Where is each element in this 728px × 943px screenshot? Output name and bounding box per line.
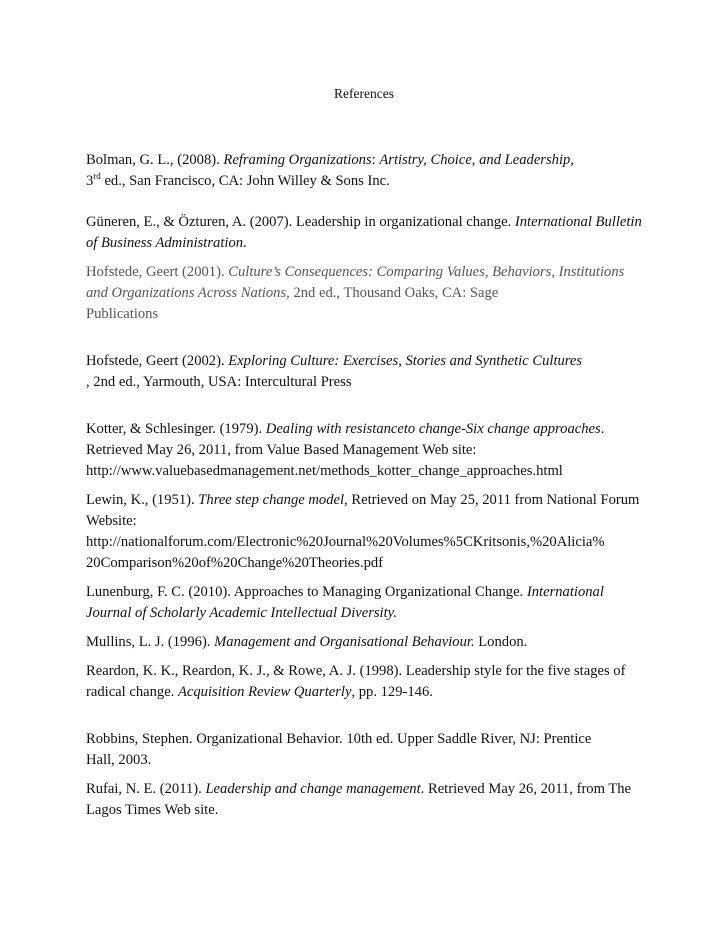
text: Hofstede, Geert (2002). [86, 353, 229, 369]
text: Lewin, K., (1951). [86, 492, 199, 508]
text: London. [474, 634, 528, 650]
journal-title: International [526, 584, 604, 600]
reference-line: Reardon, K. K., Reardon, K. J., & Rowe, A. J. (1998). Leadership style for the five stages of [86, 663, 626, 679]
reference-robbins [86, 729, 686, 771]
article-title: Three step change model, [198, 492, 348, 508]
reference-line [86, 171, 686, 192]
book-title: Exploring Culture: Exercises, Stories and Synthetic Cultures [228, 353, 583, 369]
journal-title: Journal of Scholarly Academic Intellectual Diversity. [86, 605, 397, 621]
reference-mullins [86, 632, 686, 653]
text: Bolman, G. L., (2008). [86, 152, 224, 168]
reference-line [86, 582, 686, 603]
reference-reardon [86, 661, 686, 703]
reference-lewin [86, 490, 686, 574]
text: . [243, 235, 247, 251]
text: Lunenburg, F. C. (2010). Approaches to Managing Organizational Change. [86, 584, 527, 600]
reference-kotter [86, 419, 686, 482]
reference-list [86, 150, 686, 829]
reference-url: http://nationalforum.com/Electronic%20Journal%20Volumes%5CKritsonis,%20Alicia% [86, 534, 605, 550]
text: ed., San Francisco, CA: John Willey & Sons Inc. [100, 173, 390, 189]
article-title: Dealing with resistanceto change-Six change approaches [265, 421, 601, 437]
reference-hofstede-2002 [86, 351, 686, 393]
reference-line [86, 490, 686, 511]
reference-line: Retrieved May 26, 2011, from Value Based Management Web site: [86, 442, 477, 458]
reference-line [86, 632, 686, 653]
text: , pp. 129-146. [351, 684, 433, 700]
reference-line [86, 150, 686, 171]
reference-line: Publications [86, 306, 159, 322]
text: Kotter, & Schlesinger. (1979). [86, 421, 266, 437]
article-title: Leadership and change management [205, 781, 421, 797]
text: radical change. [86, 684, 178, 700]
reference-line [86, 682, 686, 703]
book-subtitle: Artistry, Choice, and Leadership, [379, 152, 574, 168]
reference-line [86, 419, 686, 440]
reference-line [86, 212, 686, 233]
text: . [600, 421, 605, 437]
journal-title: International Bulletin [514, 214, 642, 230]
reference-line [86, 351, 686, 372]
journal-title: of Business Administration [86, 235, 244, 251]
reference-line: Lagos Times Web site. [86, 802, 219, 818]
reference-url: 20Comparison%20of%20Change%20Theories.pdf [86, 555, 384, 571]
journal-title: Acquisition Review Quarterly [177, 684, 352, 700]
reference-line: Robbins, Stephen. Organizational Behavior. 10th ed. Upper Saddle River, NJ: Prentice [86, 731, 592, 747]
reference-line [86, 262, 686, 283]
page-title: References [334, 86, 394, 101]
text: : [371, 152, 380, 168]
reference-lunenburg [86, 582, 686, 624]
book-title: and Organizations Across Nations [86, 285, 287, 301]
reference-hofstede-2001 [86, 262, 686, 325]
text: Güneren, E., & Özturen, A. (2007). Leadership in organizational change. [86, 214, 515, 230]
reference-line: Website: [86, 513, 137, 529]
reference-line: Hall, 2003. [86, 752, 152, 768]
text: Rufai, N. E. (2011). [86, 781, 206, 797]
reference-line [86, 283, 686, 304]
edition-number: 3 [86, 173, 94, 189]
text: . Retrieved May 26, 2011, from The [420, 781, 632, 797]
text: , 2nd ed., Thousand Oaks, CA: Sage [286, 285, 499, 301]
book-title: Reframing Organizations [223, 152, 372, 168]
book-title: Management and Organisational Behaviour. [214, 634, 475, 650]
text: Retrieved on May 25, 2011 from National Forum [347, 492, 640, 508]
reference-line [86, 779, 686, 800]
text: Hofstede, Geert (2001). [86, 264, 229, 280]
reference-url: http://www.valuebasedmanagement.net/methods_kotter_change_approaches.html [86, 463, 563, 479]
book-title: Culture’s Consequences: Comparing Values, Behaviors, Institutions [228, 264, 625, 280]
text: Mullins, L. J. (1996). [86, 634, 215, 650]
reference-rufai [86, 779, 686, 821]
reference-bolman [86, 150, 686, 192]
edition-suffix: rd [93, 171, 101, 182]
reference-line [86, 233, 686, 254]
reference-guneren [86, 212, 686, 254]
reference-line: , 2nd ed., Yarmouth, USA: Intercultural Press [86, 374, 352, 390]
